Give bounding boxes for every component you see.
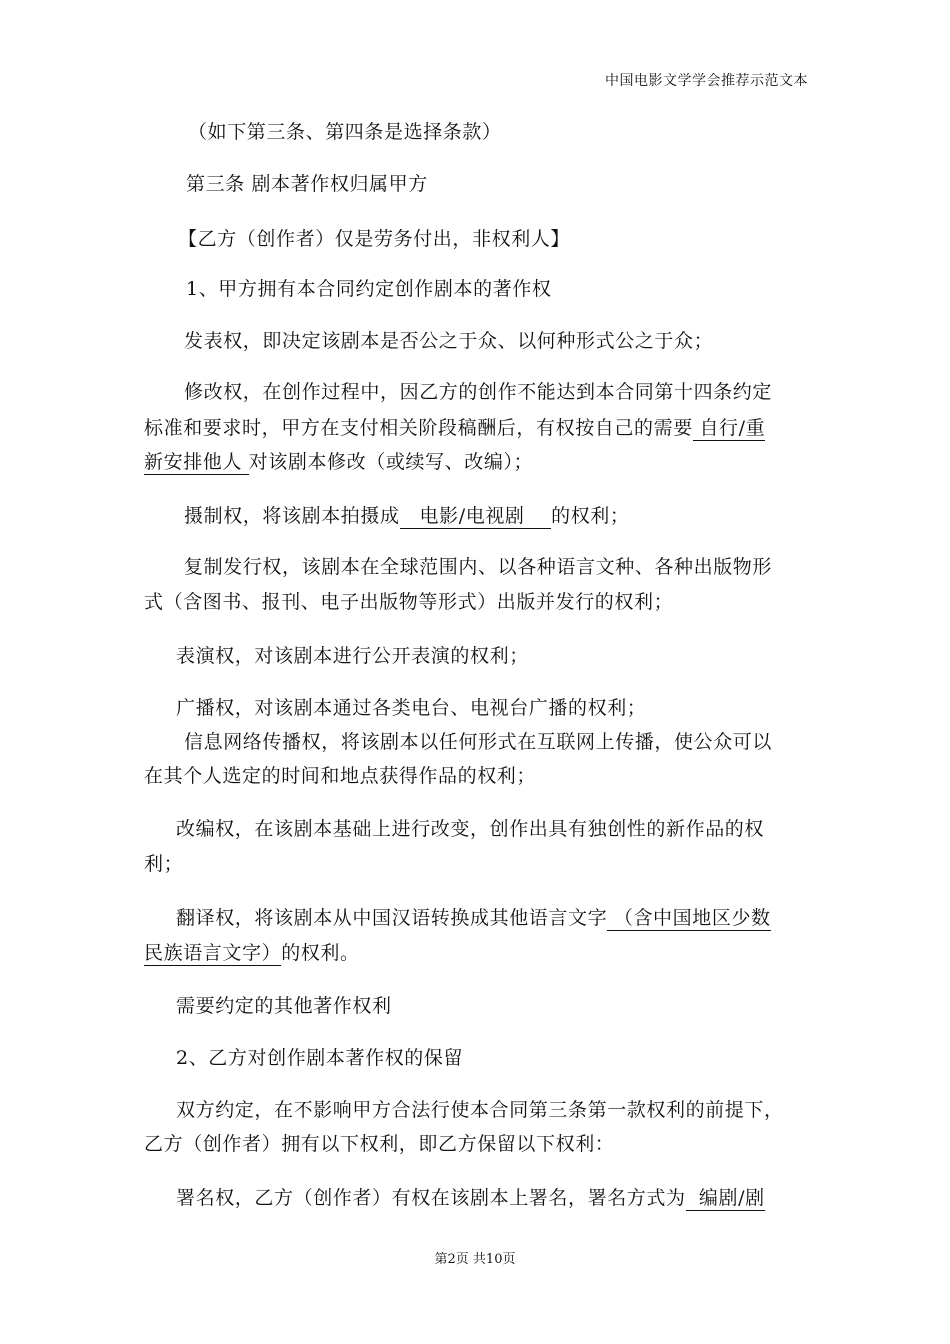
adapt-right-line1: 改编权，在该剧本基础上进行改变，创作出具有独创性的新作品的权 <box>176 818 765 840</box>
network-right-line1: 信息网络传播权，将该剧本以任何形式在互联网上传播，使公众可以 <box>184 731 773 753</box>
film-right-text-end: 的权利； <box>551 505 630 527</box>
perform-right: 表演权，对该剧本进行公开表演的权利； <box>176 645 529 667</box>
broadcast-right: 广播权，对该剧本通过各类电台、电视台广播的权利； <box>176 697 647 719</box>
page-header: 中国电影文学学会推荐示范文本 <box>605 73 808 89</box>
translate-right-text-end: 的权利。 <box>281 942 360 964</box>
modify-right-fill-blank-1: 自行/重 <box>692 417 766 439</box>
copy-right-line1: 复制发行权，该剧本在全球范围内、以各种语言文种、各种出版物形 <box>184 556 773 578</box>
modify-right-line3 <box>144 448 533 476</box>
film-right <box>184 502 630 530</box>
signature-right-text: 署名权，乙方（创作者）有权在该剧本上署名，署名方式为 <box>176 1187 686 1209</box>
modify-right-line2 <box>144 414 765 442</box>
translate-right-fill-blank-1: （含中国地区少数 <box>607 907 771 929</box>
translate-right-text: 翻译权，将该剧本从中国汉语转换成其他语言文字 <box>176 907 608 929</box>
page-footer: 第2页 共10页 <box>434 1252 516 1267</box>
reserve-line2: 乙方（创作者）拥有以下权利，即乙方保留以下权利： <box>144 1133 615 1155</box>
clause2-title: 2、乙方对创作剧本著作权的保留 <box>176 1047 464 1069</box>
film-right-text: 摄制权，将该剧本拍摄成 <box>184 505 400 527</box>
modify-right-text: 标准和要求时，甲方在支付相关阶段稿酬后，有权按自己的需要 <box>144 417 693 439</box>
reserve-line1: 双方约定，在不影响甲方合法行使本合同第三条第一款权利的前提下， <box>176 1099 784 1121</box>
translate-right-line2 <box>144 939 360 967</box>
article3-subtitle: 【乙方（创作者）仅是劳务付出，非权利人】 <box>178 228 571 250</box>
publish-right: 发表权，即决定该剧本是否公之于众、以何种形式公之于众； <box>184 330 714 352</box>
translate-right-fill-blank-2: 民族语言文字） <box>144 942 282 964</box>
other-rights: 需要约定的其他著作权利 <box>176 995 392 1017</box>
copy-right-line2: 式（含图书、报刊、电子出版物等形式）出版并发行的权利； <box>144 591 674 613</box>
network-right-line2: 在其个人选定的时间和地点获得作品的权利； <box>144 765 537 787</box>
signature-right <box>176 1184 765 1212</box>
article3-title: 第三条 剧本著作权归属甲方 <box>186 173 428 195</box>
modify-right-line1: 修改权，在创作过程中，因乙方的创作不能达到本合同第十四条约定 <box>184 381 773 403</box>
modify-right-text-end: 对该剧本修改（或续写、改编）； <box>248 451 534 473</box>
modify-right-fill-blank-2: 新安排他人 <box>144 451 249 473</box>
translate-right-line1 <box>176 904 771 932</box>
film-right-fill-blank: 电影/电视剧 <box>399 505 552 527</box>
signature-fill-blank: 编剧/剧 <box>685 1187 765 1209</box>
clause1-title: 1、甲方拥有本合同约定创作剧本的著作权 <box>186 278 552 300</box>
selection-note: （如下第三条、第四条是选择条款） <box>188 121 502 143</box>
adapt-right-line2: 利； <box>144 853 184 875</box>
